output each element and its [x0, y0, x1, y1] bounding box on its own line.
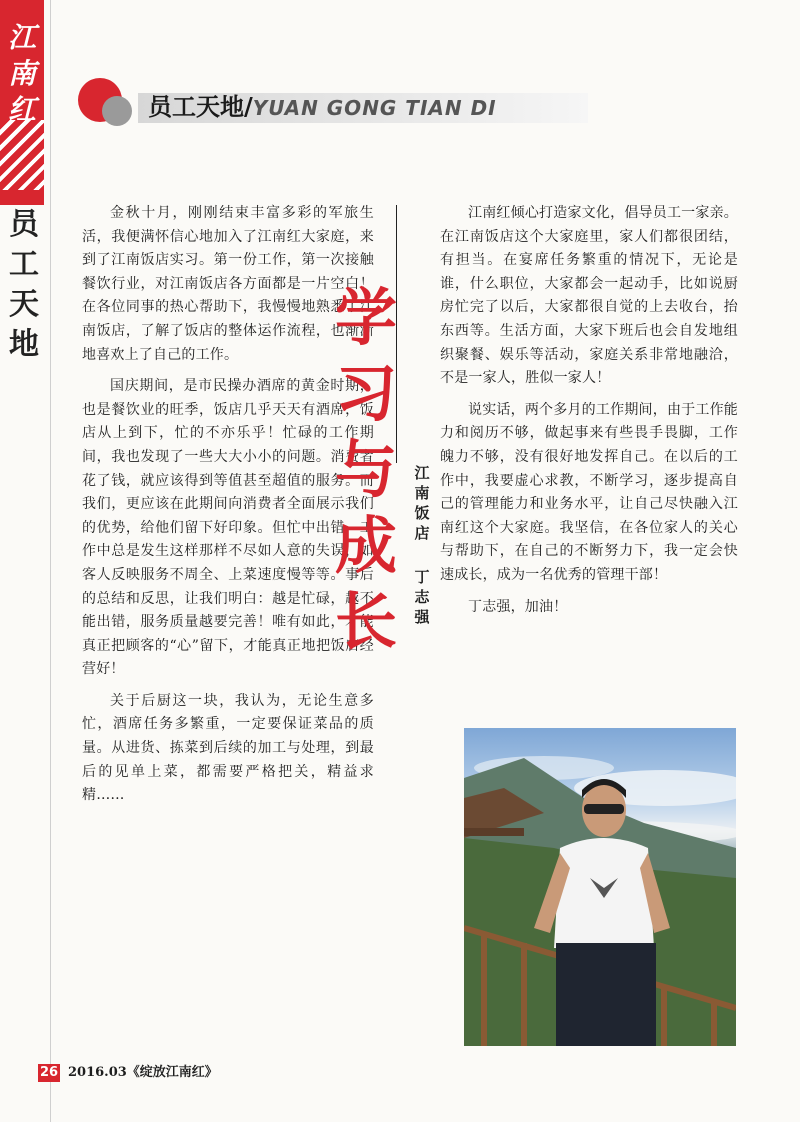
title-char: 与: [334, 433, 397, 506]
section-char: 天: [9, 287, 39, 322]
paragraph: 江南红倾心打造家文化，倡导员工一家亲。在江南饭店这个大家庭里，家人们都很团结，有担当。在宴席任务繁重的情况下，无论是谁，什么职位，大家都会一起动手，比如说厨房忙完了以后，大家都很自觉的上去收台，抬东西等。生活方面，大家下班后也会自发地组织聚餐、娱乐等活动，家庭关系非常地融洽，不是一家人，胜似一家人！: [440, 205, 738, 387]
article-title: [334, 280, 398, 660]
title-char: 长: [334, 585, 397, 658]
title-char: 成: [334, 509, 397, 582]
article-author: [404, 463, 440, 627]
header-title-pinyin: YUAN GONG TIAN DI: [252, 96, 497, 120]
author-name-char: 志: [414, 588, 430, 606]
section-header: [148, 92, 497, 122]
issue-label: 2016.03《绽放江南红》: [68, 1065, 218, 1080]
sidebar-divider: [50, 0, 51, 1122]
header-gray-dot: [102, 96, 132, 126]
photo-illustration: [464, 728, 736, 1046]
author-org-char: 南: [414, 484, 430, 502]
brand-char: 南: [7, 57, 36, 90]
paragraph: 金秋十月，刚刚结束丰富多彩的军旅生活，我便满怀信心地加入了江南红大家庭，来到了江南饭店实习。第一份工作，第一次接触餐饮行业，对江南饭店各方面都是一片空白！在各位同事的热心帮助下，我慢慢地熟悉了江南饭店，了解了饭店的整体运作流程，也渐渐地喜欢上了自己的工作。: [82, 205, 374, 363]
title-char: 学: [334, 281, 397, 354]
author-photo: [464, 728, 736, 1046]
author-org-char: 店: [414, 524, 430, 542]
header-title-cn: 员工天地/: [148, 92, 253, 121]
author-gap: [404, 543, 440, 567]
section-char: 工: [9, 247, 39, 282]
author-name-char: 丁: [414, 568, 430, 586]
section-char: 地: [9, 327, 39, 362]
section-char: 员: [9, 207, 39, 242]
brand-char: 江: [7, 21, 36, 54]
page-number: 26: [39, 1065, 59, 1080]
author-org-char: 饭: [414, 504, 430, 522]
brand-char: 红: [7, 93, 36, 126]
article-right-column: [440, 202, 738, 627]
sidebar-section-title: [4, 205, 44, 365]
paragraph: 说实话，两个多月的工作期间，由于工作能力和阅历不够，做起事来有些畏手畏脚，工作魄力不够，没有很好地发挥自己。在以后的工作中，我要虚心求教，不断学习，逐步提高自己的管理能力和业务水平，让自己尽快融入江南红这个大家庭。我坚信，在各位家人的关心与帮助下，在自己的不断努力下，我一定会快速成长，成为一名优秀的管理干部！: [440, 401, 738, 583]
author-org-char: 江: [414, 464, 430, 482]
sidebar-stripes: [0, 120, 44, 190]
paragraph: 丁志强，加油！: [468, 598, 568, 615]
article-left-column: [82, 202, 374, 816]
paragraph: 国庆期间，是市民操办酒席的黄金时期，也是餐饮业的旺季，饭店几乎天天有酒席，饭店从上到下，忙的不亦乐乎！忙碌的工作期间，我也发现了一些大大小小的问题。消费者花了钱，就应该得到等值甚至超值的服务。而我们，更应该在此期间向消费者全面展示我们的优势，给他们留下好印象。但忙中出错，工作中总是发生这样那样不尽如人意的失误，如客人反映服务不周全、上菜速度慢等等。事后的总结和反思，让我们明白：越是忙碌，越不能出错，服务质量越要完善！唯有如此，才能真正把顾客的“心”留下，才能真正地把饭店经营好！: [82, 378, 374, 678]
paragraph: 关于后厨这一块，我认为，无论生意多忙，酒席任务多繁重，一定要保证菜品的质量。从进货、拣菜到后续的加工与处理，到最后的见单上菜，都需要严格把关，精益求精……: [82, 692, 374, 804]
author-name-char: 强: [414, 608, 430, 626]
sidebar-brand: [2, 20, 42, 128]
title-char: 习: [334, 357, 397, 430]
